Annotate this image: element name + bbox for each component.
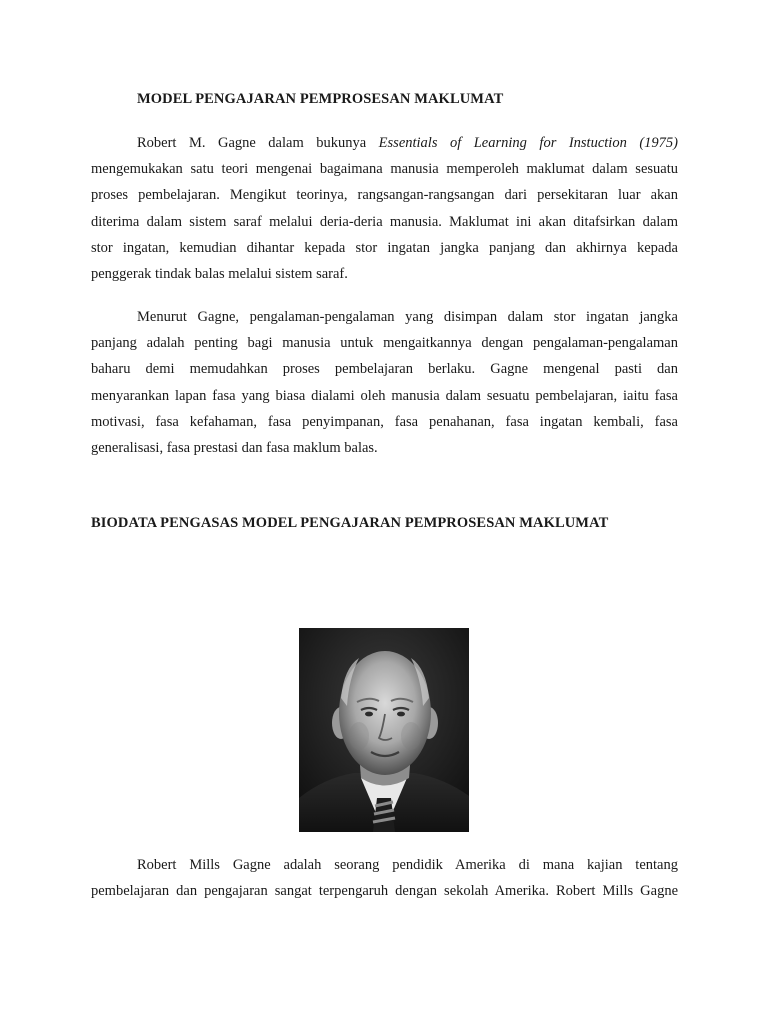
paragraph-intro (91, 130, 678, 287)
book-title: Essentials of Learning for Instuction (1975) (378, 135, 678, 151)
paragraph-phases (91, 304, 678, 461)
paragraph-line: generalisasi, fasa prestasi dan fasa maklum balas. (91, 439, 378, 456)
paragraph-line: motivasi, fasa kefahaman, fasa penyimpanan, fasa penahanan, fasa ingatan kembali, fasa (91, 413, 678, 430)
paragraph-line: pembelajaran dan pengajaran sangat terpengaruh dengan sekolah Amerika. Robert Mills Gagne (91, 883, 678, 900)
paragraph-biodata (91, 852, 678, 904)
paragraph-line: menyarankan lapan fasa yang biasa dialami oleh manusia dalam sesuatu pembelajaran, iaitu fasa (91, 387, 678, 404)
paragraph-line: baharu demi memudahkan proses pembelajaran berlaku. Gagne mengenal pasti dan (91, 361, 678, 378)
paragraph-line: Menurut Gagne, pengalaman-pengalaman yang disimpan dalam stor ingatan jangka (137, 309, 678, 325)
paragraph-line: Robert Mills Gagne adalah seorang pendidik Amerika di mana kajian tentang (137, 857, 678, 873)
paragraph-line: penggerak tindak balas melalui sistem saraf. (91, 265, 348, 282)
portrait-illustration (299, 628, 469, 832)
paragraph-line: mengemukakan satu teori mengenai bagaimana manusia memperoleh maklumat dalam sesuatu (91, 161, 678, 178)
heading-biodata: BIODATA PENGASAS MODEL PENGAJARAN PEMPROSESAN MAKLUMAT (91, 515, 609, 531)
paragraph-line: panjang adalah penting bagi manusia untuk mengaitkannya dengan pengalaman-pengalaman (91, 335, 678, 352)
paragraph-line: stor ingatan, kemudian dihantar kepada stor ingatan jangka panjang dan akhirnya kepada (91, 239, 678, 256)
paragraph-line: diterima dalam sistem saraf melalui deria-deria manusia. Maklumat ini akan ditafsirkan dalam (91, 213, 678, 230)
portrait-photo (299, 628, 469, 832)
paragraph-line: Robert M. Gagne dalam bukunya Essentials of Learning for Instuction (1975) (137, 135, 678, 151)
paragraph-line: proses pembelajaran. Mengikut teorinya, rangsangan-rangsangan dari persekitaran luar akan (91, 187, 678, 204)
heading-model: MODEL PENGAJARAN PEMPROSESAN MAKLUMAT (137, 91, 504, 107)
